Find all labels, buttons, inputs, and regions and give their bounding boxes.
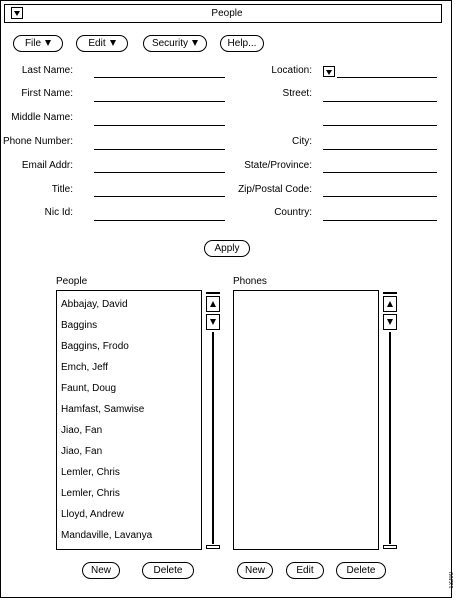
list-item[interactable]: Mandaville, Lavanya (61, 530, 153, 541)
street-field-line-2[interactable] (323, 125, 437, 126)
first-name-field[interactable] (94, 101, 225, 102)
list-item[interactable]: Baggins (61, 320, 98, 331)
chevron-down-icon (192, 40, 198, 46)
nic-id-field[interactable] (94, 220, 225, 221)
edit-menu-button[interactable] (76, 35, 128, 52)
help-button[interactable] (220, 35, 264, 52)
people-new-button[interactable]: New (82, 562, 120, 579)
title-label: Title: (51, 184, 73, 195)
list-item[interactable]: Hamfast, Samwise (61, 404, 145, 415)
window-title: People (211, 8, 243, 19)
scrollbar-top-anchor[interactable] (206, 292, 220, 294)
scroll-up-arrow-icon[interactable] (383, 296, 397, 312)
phones-scrollbar[interactable] (383, 292, 397, 551)
scrollbar-track[interactable] (389, 332, 391, 544)
people-scrollbar[interactable] (206, 292, 220, 551)
edit-menu-label: Edit (88, 38, 106, 49)
street-label: Street: (282, 88, 312, 99)
phones-list-title: Phones (233, 276, 267, 287)
city-label: City: (292, 136, 312, 147)
security-menu-label: Security (151, 38, 189, 49)
last-name-field[interactable] (94, 77, 225, 78)
zip-postal-label: Zip/Postal Code: (238, 184, 312, 195)
apply-button[interactable]: Apply (204, 240, 250, 257)
scrollbar-top-anchor[interactable] (383, 292, 397, 294)
people-delete-button[interactable]: Delete (142, 562, 194, 579)
list-item[interactable]: Abbajay, David (61, 299, 128, 310)
title-field[interactable] (94, 196, 225, 197)
list-item[interactable]: Lloyd, Andrew (61, 509, 124, 520)
state-province-label: State/Province: (244, 160, 312, 171)
list-item[interactable]: Jiao, Fan (61, 446, 103, 457)
phones-delete-button[interactable]: Delete (336, 562, 386, 579)
scrollbar-track[interactable] (212, 332, 214, 544)
phones-edit-button[interactable]: Edit (286, 562, 324, 579)
figure-id-tag: 13290 (449, 572, 455, 589)
city-field[interactable] (323, 149, 437, 150)
people-list[interactable] (56, 290, 202, 550)
phone-number-field[interactable] (94, 149, 225, 150)
security-menu-button[interactable] (143, 35, 207, 52)
email-addr-field[interactable] (94, 172, 225, 173)
help-button-label: Help... (227, 38, 257, 49)
list-item[interactable]: Baggins, Frodo (61, 341, 129, 352)
phone-number-label: Phone Number: (2, 136, 73, 147)
email-addr-label: Email Addr: (21, 160, 73, 171)
street-field[interactable] (323, 101, 437, 102)
phones-new-button[interactable]: New (237, 562, 273, 579)
scrollbar-bottom-anchor[interactable] (206, 545, 220, 549)
file-menu-label: File (24, 38, 42, 49)
state-province-field[interactable] (323, 172, 437, 173)
middle-name-field[interactable] (94, 125, 225, 126)
file-menu-button[interactable] (13, 35, 63, 52)
chevron-down-icon (110, 40, 116, 46)
location-field[interactable] (337, 77, 437, 78)
middle-name-label: Middle Name: (11, 112, 73, 123)
chevron-down-icon (45, 40, 51, 46)
location-label: Location: (271, 65, 312, 76)
country-label: Country: (274, 207, 312, 218)
scroll-up-arrow-icon[interactable] (206, 296, 220, 312)
first-name-label: First Name: (21, 88, 73, 99)
list-item[interactable]: Faunt, Doug (61, 383, 117, 394)
list-item[interactable]: Jiao, Fan (61, 425, 103, 436)
scroll-down-arrow-icon[interactable] (383, 314, 397, 330)
zip-postal-field[interactable] (323, 196, 437, 197)
nic-id-label: Nic Id: (44, 207, 73, 218)
country-field[interactable] (323, 220, 437, 221)
people-list-title: People (56, 276, 88, 287)
scrollbar-bottom-anchor[interactable] (383, 545, 397, 549)
last-name-label: Last Name: (21, 65, 73, 76)
list-item[interactable]: Lemler, Chris (61, 467, 120, 478)
scroll-down-arrow-icon[interactable] (206, 314, 220, 330)
location-dropdown-button[interactable] (323, 66, 335, 77)
list-item[interactable]: Emch, Jeff (61, 362, 109, 373)
phones-list[interactable] (233, 290, 379, 550)
list-item[interactable]: Lemler, Chris (61, 488, 120, 499)
